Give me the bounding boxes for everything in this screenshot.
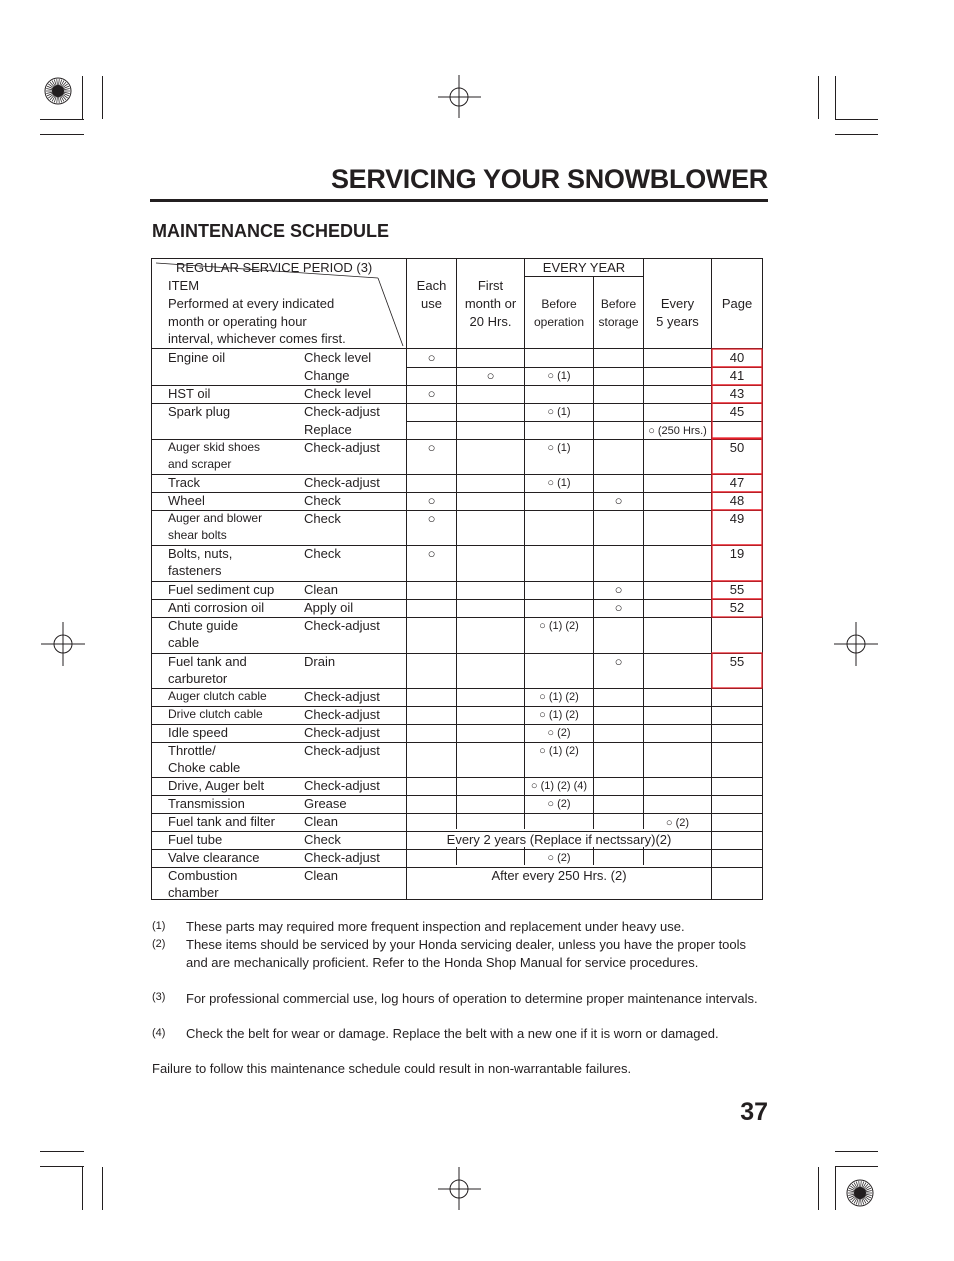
page-header: Page — [721, 296, 753, 311]
item-name: cable — [168, 635, 200, 650]
item-name: and scraper — [168, 457, 232, 471]
service-action: Apply oil — [304, 600, 354, 615]
check-mark: ○ — [614, 582, 623, 597]
service-action: Clean — [304, 582, 338, 597]
item-name: Spark plug — [168, 404, 231, 419]
item-name: Fuel tube — [168, 832, 223, 847]
service-action: Check-adjust — [304, 725, 380, 740]
service-action: Check — [304, 511, 341, 526]
page-reference: 43 — [729, 386, 745, 401]
service-action: Check level — [304, 386, 372, 401]
check-mark: ○ — [614, 654, 623, 669]
service-action: Check-adjust — [304, 707, 380, 722]
first-month-header: First — [477, 278, 504, 293]
service-action: Check-adjust — [304, 743, 380, 758]
page-reference: 45 — [729, 404, 745, 419]
item-name: Engine oil — [168, 350, 226, 365]
check-mark: ○ (1) — [547, 442, 571, 454]
item-name: Fuel tank and — [168, 654, 247, 669]
item-name: Chute guide — [168, 618, 239, 633]
item-name: Drive clutch cable — [168, 707, 263, 721]
footnote-number: (3) — [152, 991, 166, 1003]
interval-note: Every 2 years (Replace if nectssary)(2) — [446, 832, 672, 847]
check-mark: ○ (1) — [547, 406, 571, 418]
footnote-number: (4) — [152, 1027, 166, 1039]
before-operation-header: operation — [533, 315, 585, 329]
first-month-header: 20 Hrs. — [469, 314, 512, 329]
check-mark: ○ (1) (2) — [539, 745, 579, 757]
check-mark: ○ (1) (2) — [539, 709, 579, 721]
item-name: Valve clearance — [168, 850, 260, 865]
page-reference: 41 — [729, 368, 745, 383]
check-mark: ○ — [614, 493, 623, 508]
check-mark: ○ (2) — [547, 798, 571, 810]
page-reference: 19 — [729, 546, 745, 561]
service-action: Check-adjust — [304, 850, 380, 865]
service-action: Check-adjust — [304, 689, 380, 704]
page-number: 37 — [740, 1098, 768, 1126]
check-mark: ○ — [427, 386, 436, 401]
item-name: carburetor — [168, 671, 228, 686]
check-mark: ○ (1) — [547, 477, 571, 489]
service-action: Change — [304, 368, 350, 383]
item-name: Auger and blower — [168, 511, 263, 525]
service-action: Check-adjust — [304, 778, 380, 793]
check-mark: ○ (1) (2) — [539, 691, 579, 703]
every-5-years-header: Every — [660, 296, 695, 311]
item-header: ITEM — [168, 278, 200, 293]
item-name: Fuel tank and filter — [168, 814, 275, 829]
footnote-text: For professional commercial use, log hours of operation to determine proper maintenance intervals. — [186, 991, 758, 1006]
item-name: Fuel sediment cup — [168, 582, 275, 597]
check-mark: ○ (2) — [547, 852, 571, 864]
interval-note: After every 250 Hrs. (2) — [491, 868, 627, 883]
item-name: Track — [168, 475, 201, 490]
page-reference: 49 — [729, 511, 745, 526]
check-mark: ○ (1) — [547, 370, 571, 382]
before-operation-header: Before — [541, 297, 577, 311]
item-name: Throttle/ — [168, 743, 216, 758]
each-use-header: use — [421, 296, 442, 311]
check-mark: ○ — [486, 368, 495, 383]
page-reference: 50 — [729, 440, 745, 455]
item-name: HST oil — [168, 386, 211, 401]
check-mark: ○ (2) — [547, 727, 571, 739]
check-mark: ○ — [427, 350, 436, 365]
service-action: Check — [304, 832, 341, 847]
closing-note: Failure to follow this maintenance schedule could result in non-warrantable failures. — [152, 1061, 632, 1076]
check-mark: ○ — [614, 600, 623, 615]
check-mark: ○ — [427, 511, 436, 526]
service-action: Check-adjust — [304, 440, 380, 455]
item-name: Combustion — [168, 868, 238, 883]
service-action: Drain — [304, 654, 336, 669]
service-action: Check level — [304, 350, 372, 365]
service-action: Clean — [304, 868, 338, 883]
check-mark: ○ — [427, 440, 436, 455]
service-action: Check-adjust — [304, 475, 380, 490]
period-header: REGULAR SERVICE PERIOD (3) — [176, 260, 373, 275]
service-action: Check — [304, 546, 341, 561]
page-reference: 55 — [729, 582, 745, 597]
page-reference: 55 — [729, 654, 745, 669]
item-name: Choke cable — [168, 760, 241, 775]
service-action: Check — [304, 493, 341, 508]
footnote-text: These parts may required more frequent inspection and replacement under heavy use. — [186, 919, 685, 934]
check-mark: ○ (2) — [665, 817, 690, 829]
service-action: Check-adjust — [304, 404, 380, 419]
service-action: Replace — [304, 422, 352, 437]
item-name: Drive, Auger belt — [168, 778, 265, 793]
item-name: Idle speed — [168, 725, 228, 740]
item-note-line: interval, whichever comes first. — [168, 331, 346, 346]
check-mark: ○ (1) (2) — [539, 620, 579, 632]
first-month-header: month or — [464, 296, 517, 311]
footnote-text: These items should be serviced by your Honda servicing dealer, unless you have the proper tools and are mechanically proficient. Refer to the Honda Shop Manual for service procedures. — [186, 937, 747, 970]
page-reference: 40 — [729, 350, 745, 365]
footnote-number: (2) — [152, 938, 166, 950]
footnote-number: (1) — [152, 920, 166, 932]
item-name: Transmission — [168, 796, 245, 811]
section-title: MAINTENANCE SCHEDULE — [152, 221, 390, 241]
item-name: Auger clutch cable — [168, 689, 267, 703]
check-mark: ○ — [427, 546, 436, 561]
before-storage-header: Before — [600, 297, 637, 311]
service-action: Grease — [304, 796, 347, 811]
item-name: fasteners — [168, 563, 222, 578]
page-title: SERVICING YOUR SNOWBLOWER — [330, 164, 768, 194]
item-name: chamber — [168, 885, 219, 900]
page-reference: 48 — [729, 493, 745, 508]
item-name: Anti corrosion oil — [168, 600, 265, 615]
before-storage-header: storage — [598, 315, 639, 329]
title-divider — [150, 199, 768, 202]
page-reference: 47 — [729, 475, 745, 490]
check-mark: ○ — [427, 493, 436, 508]
page-reference: 52 — [729, 600, 745, 615]
check-mark: ○ (1) (2) (4) — [530, 780, 588, 792]
check-mark: ○ (250 Hrs.) — [648, 425, 707, 437]
item-name: Auger skid shoes — [168, 440, 261, 454]
item-name: Wheel — [168, 493, 205, 508]
footnote-text: Check the belt for wear or damage. Replace the belt with a new one if it is worn or damaged. — [186, 1026, 719, 1041]
item-note-line: month or operating hour — [168, 314, 307, 329]
service-action: Clean — [304, 814, 338, 829]
each-use-header: Each — [416, 278, 447, 293]
service-action: Check-adjust — [304, 618, 380, 633]
every-5-years-header: 5 years — [656, 314, 699, 329]
every-year-header: EVERY YEAR — [542, 260, 626, 275]
item-name: Bolts, nuts, — [168, 546, 233, 561]
item-note-line: Performed at every indicated — [168, 296, 335, 311]
item-name: shear bolts — [168, 528, 227, 542]
